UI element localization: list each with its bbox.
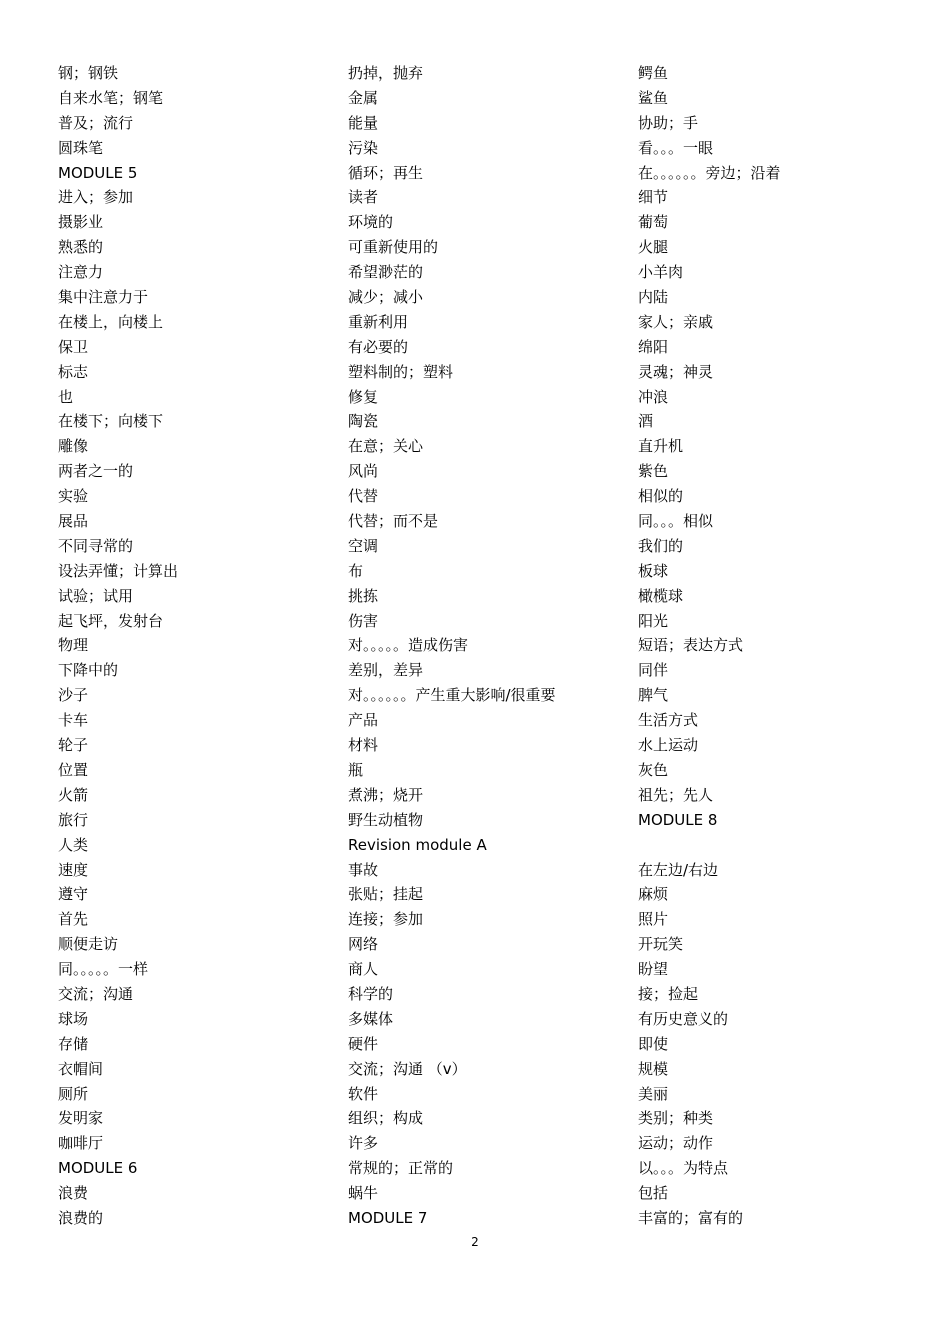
vocabulary-entry: 可重新使用的	[348, 238, 439, 257]
vocabulary-entry: 实验	[58, 487, 89, 506]
vocabulary-entry: 煮沸；烧开	[348, 785, 424, 804]
vocabulary-entry: 科学的	[348, 984, 394, 1003]
vocabulary-entry: 内陆	[638, 288, 669, 307]
vocabulary-entry: 以。。。为特点	[638, 1159, 729, 1178]
vocabulary-entry: 位置	[58, 760, 89, 779]
vocabulary-entry: 差别，差异	[348, 661, 424, 680]
vocabulary-entry: 看。。。一眼	[638, 138, 714, 157]
vocabulary-entry: 照片	[638, 910, 669, 929]
vocabulary-entry: 衣帽间	[58, 1059, 104, 1078]
vocabulary-entry: 盼望	[638, 960, 669, 979]
vocabulary-entry: 沙子	[58, 686, 89, 705]
vocabulary-entry: 组织；构成	[348, 1109, 424, 1128]
vocabulary-entry: 人类	[58, 835, 89, 854]
vocabulary-entry: 修复	[348, 387, 379, 406]
vocabulary-entry: 鲨鱼	[638, 88, 669, 107]
vocabulary-entry: 首先	[58, 910, 89, 929]
vocabulary-entry: 集中注意力于	[58, 288, 149, 307]
vocabulary-entry: 进入；参加	[58, 188, 134, 207]
vocabulary-entry: 常规的；正常的	[348, 1159, 454, 1178]
vocabulary-entry: 旅行	[58, 810, 89, 829]
vocabulary-entry: 家人；亲戚	[638, 312, 714, 331]
vocabulary-entry: 也	[58, 387, 74, 406]
vocabulary-entry: 在意；关心	[348, 437, 424, 456]
vocabulary-entry: 熟悉的	[58, 238, 104, 257]
vocabulary-entry: 阳光	[638, 611, 669, 630]
vocabulary-entry: 下降中的	[58, 661, 119, 680]
vocabulary-entry: 在。。。。。。旁边；沿着	[638, 163, 781, 182]
vocabulary-entry: 灵魂；神灵	[638, 362, 714, 381]
vocabulary-entry: 交流；沟通	[58, 984, 134, 1003]
vocabulary-entry: 连接；参加	[348, 910, 424, 929]
vocabulary-entry: 产品	[348, 711, 379, 730]
vocabulary-entry: 圆珠笔	[58, 138, 104, 157]
vocabulary-entry: 交流；沟通 （v）	[348, 1059, 467, 1078]
vocabulary-entry: 代替；而不是	[348, 512, 439, 531]
vocabulary-entry: 同。。。。。一样	[58, 960, 149, 979]
vocabulary-entry: 软件	[348, 1084, 379, 1103]
module-heading: MODULE 5	[58, 163, 138, 182]
vocabulary-entry: 火箭	[58, 785, 89, 804]
vocabulary-entry: 火腿	[638, 238, 669, 257]
vocabulary-entry: 减少；减小	[348, 288, 424, 307]
vocabulary-entry: 普及；流行	[58, 113, 134, 132]
vocabulary-entry: 挑拣	[348, 586, 379, 605]
vocabulary-entry: 硬件	[348, 1034, 379, 1053]
vocabulary-entry: 对。。。。。。产生重大影响/很重要	[348, 686, 556, 705]
vocabulary-entry: 同。。。相似	[638, 512, 714, 531]
vocabulary-entry: 野生动植物	[348, 810, 424, 829]
vocabulary-entry: 张贴；挂起	[348, 885, 424, 904]
vocabulary-entry: 材料	[348, 736, 379, 755]
vocabulary-entry: 读者	[348, 188, 379, 207]
vocabulary-entry: 直升机	[638, 437, 684, 456]
vocabulary-entry: 风尚	[348, 462, 379, 481]
vocabulary-entry: 对。。。。。造成伤害	[348, 636, 469, 655]
vocabulary-entry: 卡车	[58, 711, 89, 730]
vocabulary-entry: 环境的	[348, 213, 394, 232]
vocabulary-entry: 丰富的；富有的	[638, 1208, 744, 1227]
vocabulary-entry: 雕像	[58, 437, 89, 456]
vocabulary-entry: 污染	[348, 138, 379, 157]
vocabulary-entry: 有必要的	[348, 337, 409, 356]
vocabulary-entry: 起飞坪，发射台	[58, 611, 164, 630]
vocabulary-entry: 多媒体	[348, 1009, 394, 1028]
vocabulary-entry: 存储	[58, 1034, 89, 1053]
vocabulary-entry: 紫色	[638, 462, 669, 481]
vocabulary-entry: 扔掉，抛弃	[348, 64, 424, 82]
vocabulary-column-3	[638, 61, 918, 1231]
vocabulary-entry: 在楼下；向楼下	[58, 412, 164, 431]
vocabulary-entry: 展品	[58, 512, 89, 531]
vocabulary-entry: 标志	[58, 362, 89, 381]
vocabulary-entry: 有历史意义的	[638, 1009, 729, 1028]
vocabulary-entry: 葡萄	[638, 213, 669, 232]
vocabulary-entry: 细节	[638, 188, 669, 207]
vocabulary-entry: 商人	[348, 960, 379, 979]
vocabulary-entry: 空调	[348, 536, 379, 555]
vocabulary-entry: 灰色	[638, 760, 669, 779]
page-number: 2	[471, 1235, 479, 1249]
vocabulary-entry: 钢；钢铁	[58, 64, 119, 82]
vocabulary-entry: 板球	[638, 561, 669, 580]
vocabulary-entry: 祖先；先人	[638, 785, 714, 804]
vocabulary-entry: 事故	[348, 860, 379, 879]
vocabulary-entry: 相似的	[638, 487, 684, 506]
vocabulary-entry: 冲浪	[638, 387, 669, 406]
vocabulary-entry: 生活方式	[638, 711, 699, 730]
module-heading: MODULE 8	[638, 810, 718, 829]
vocabulary-entry: 接；捡起	[638, 984, 699, 1003]
module-heading: Revision module A	[348, 835, 487, 854]
vocabulary-entry: 即使	[638, 1034, 669, 1053]
vocabulary-entry: 瓶	[348, 760, 364, 779]
module-heading: MODULE 7	[348, 1208, 428, 1227]
vocabulary-entry: 同伴	[638, 661, 669, 680]
vocabulary-entry: 在楼上，向楼上	[58, 312, 164, 331]
vocabulary-entry: 开玩笑	[638, 935, 684, 954]
vocabulary-entry: 酒	[638, 412, 654, 431]
vocabulary-entry: 我们的	[638, 536, 684, 555]
vocabulary-entry: 不同寻常的	[58, 536, 134, 555]
vocabulary-entry	[638, 833, 918, 858]
vocabulary-entry: 摄影业	[58, 213, 104, 232]
vocabulary-entry: 协助；手	[638, 113, 699, 132]
vocabulary-entry: 发明家	[58, 1109, 104, 1128]
vocabulary-entry: 循环；再生	[348, 163, 424, 182]
vocabulary-entry: 蜗牛	[348, 1184, 379, 1203]
vocabulary-entry: 塑料制的；塑料	[348, 362, 454, 381]
vocabulary-entry: 类别；种类	[638, 1109, 714, 1128]
vocabulary-entry: 试验；试用	[58, 586, 134, 605]
vocabulary-entry: 陶瓷	[348, 412, 379, 431]
vocabulary-entry: 希望渺茫的	[348, 263, 424, 282]
vocabulary-entry: 遵守	[58, 885, 89, 904]
vocabulary-entry: 鳄鱼	[638, 64, 669, 82]
vocabulary-entry: 金属	[348, 88, 379, 107]
vocabulary-entry: 重新利用	[348, 312, 409, 331]
vocabulary-entry: 轮子	[58, 736, 89, 755]
vocabulary-entry: 绵阳	[638, 337, 669, 356]
vocabulary-entry: 设法弄懂；计算出	[58, 561, 179, 580]
vocabulary-entry: 保卫	[58, 337, 89, 356]
vocabulary-entry: 代替	[348, 487, 379, 506]
vocabulary-entry: 自来水笔；钢笔	[58, 88, 164, 107]
vocabulary-entry: 许多	[348, 1134, 379, 1153]
vocabulary-entry: 两者之一的	[58, 462, 134, 481]
vocabulary-entry: 美丽	[638, 1084, 669, 1103]
vocabulary-entry: 橄榄球	[638, 586, 684, 605]
vocabulary-entry: 厕所	[58, 1084, 89, 1103]
vocabulary-entry: 脾气	[638, 686, 669, 705]
vocabulary-entry: 运动；动作	[638, 1134, 714, 1153]
vocabulary-entry: 包括	[638, 1184, 669, 1203]
vocabulary-entry: 物理	[58, 636, 89, 655]
vocabulary-entry: 麻烦	[638, 885, 669, 904]
vocabulary-entry: 浪费	[58, 1184, 89, 1203]
module-heading: MODULE 6	[58, 1159, 138, 1178]
vocabulary-entry: 浪费的	[58, 1208, 104, 1227]
vocabulary-entry: 布	[348, 561, 364, 580]
vocabulary-column-1	[58, 61, 338, 1231]
vocabulary-entry: 短语；表达方式	[638, 636, 744, 655]
vocabulary-entry: 注意力	[58, 263, 104, 282]
vocabulary-entry: 小羊肉	[638, 263, 684, 282]
vocabulary-entry: 能量	[348, 113, 379, 132]
vocabulary-entry: 速度	[58, 860, 89, 879]
vocabulary-entry: 伤害	[348, 611, 379, 630]
vocabulary-column-2	[348, 61, 628, 1231]
vocabulary-entry: 球场	[58, 1009, 89, 1028]
vocabulary-entry: 规模	[638, 1059, 669, 1078]
vocabulary-entry: 咖啡厅	[58, 1134, 104, 1153]
vocabulary-entry: 水上运动	[638, 736, 699, 755]
vocabulary-entry: 网络	[348, 935, 379, 954]
vocabulary-entry: 在左边/右边	[638, 860, 719, 879]
vocabulary-entry: 顺便走访	[58, 935, 119, 954]
